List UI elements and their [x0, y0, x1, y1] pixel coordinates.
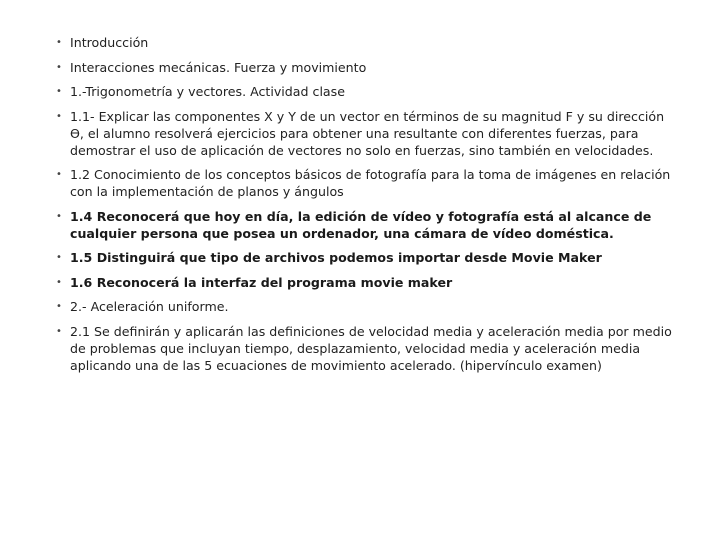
list-item-text: 2.- Aceleración uniforme. [70, 299, 229, 314]
list-item [56, 83, 676, 100]
list-item-text: Interacciones mecánicas. Fuerza y movimiento [70, 59, 367, 75]
list-item [56, 208, 676, 242]
list-item-text: 1.1- Explicar las componentes X y Y de un vector en términos de su magnitud F y su dirección Ɵ, el alumno resolverá ejercicios para obtener una resultante con diferentes fuerzas, para demostrar el uso de aplicación de vectores no solo en fuerzas, sino también en velocidades. [70, 108, 665, 158]
bullet-icon: • [56, 276, 62, 288]
bullet-icon: • [56, 169, 62, 180]
list-item [56, 59, 676, 76]
list-item [56, 249, 676, 266]
list-item[interactable] [56, 323, 676, 374]
list-item-text[interactable]: 2.1 Se definirán y aplicarán las definiciones de velocidad media y aceleración media por medio de problemas que incluyan tiempo, desplazamiento, velocidad media y aceleración media aplicando una de las 5 ecuaciones de movimiento acelerado. (hipervínculo examen) [70, 323, 672, 373]
list-item [56, 298, 676, 315]
list-item-text: 1.5 Distinguirá que tipo de archivos podemos importar desde Movie Maker [70, 250, 602, 265]
bullet-icon: • [56, 37, 62, 48]
bullet-list [56, 34, 676, 381]
list-item [56, 166, 676, 200]
list-item [56, 274, 676, 291]
list-item-text: 1.2 Conocimiento de los conceptos básicos de fotografía para la toma de imágenes en relación con la implementación de planos y ángulos [70, 167, 671, 199]
bullet-icon: • [56, 110, 62, 122]
bullet-icon: • [56, 325, 62, 337]
list-item-text: Introducción [70, 35, 149, 50]
list-item [56, 108, 676, 159]
bullet-icon: • [56, 301, 62, 312]
list-item-text: 1.4 Reconocerá que hoy en día, la edición de vídeo y fotografía está al alcance de cualquier persona que posea un ordenador, una cámara de vídeo doméstica. [70, 208, 652, 241]
bullet-icon: • [56, 61, 62, 73]
list-item [56, 34, 676, 51]
bullet-icon: • [56, 252, 62, 263]
list-item-text: 1.6 Reconocerá la interfaz del programa movie maker [70, 274, 453, 290]
bullet-icon: • [56, 86, 62, 97]
bullet-icon: • [56, 210, 62, 222]
list-item-text: 1.-Trigonometría y vectores. Actividad clase [70, 84, 345, 99]
